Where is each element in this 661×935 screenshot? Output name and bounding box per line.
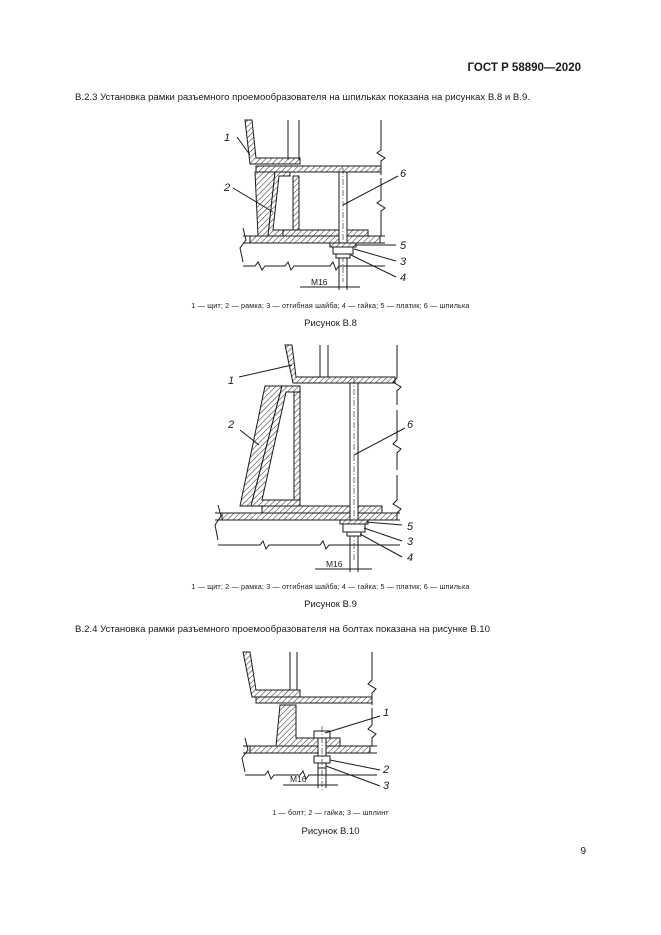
figure-b10-caption: Рисунок В.10 (301, 826, 360, 837)
b8-callout-5: 5 (400, 240, 407, 252)
figure-b10-legend: 1 — болт; 2 — гайка; 3 — шплинт (272, 808, 389, 817)
page-number: 9 (580, 846, 586, 857)
b10-deck-plate (250, 746, 370, 753)
paragraph-b-2-4: В.2.4 Установка рамки разъемного проемообразователя на болтах показана на рисунке В.10 (75, 624, 490, 635)
b10-callout-1: 1 (383, 707, 390, 719)
figure-b9-caption: Рисунок В.9 (304, 599, 357, 610)
b8-callout-1: 1 (224, 132, 231, 144)
figure-b8-legend: 1 — щит; 2 — рамка; 3 — отгибная шайба; 4 — гайка; 5 — платик; 6 — шпилька (191, 301, 470, 310)
paragraph-b-2-3: В.2.3 Установка рамки разъемного проемообразователя на шпильках показана на рисунках В.8 и В.9. (75, 92, 530, 103)
b9-callout-1: 1 (228, 375, 235, 387)
b9-callout-6: 6 (407, 419, 414, 431)
b8-callout-6: 6 (400, 168, 407, 180)
b9-callout-2: 2 (228, 419, 235, 431)
b9-callout-5: 5 (407, 521, 414, 533)
b9-dimension: М16 (326, 559, 343, 569)
figure-b8-caption: Рисунок В.8 (304, 318, 357, 329)
b10-frame (276, 705, 340, 746)
standard-number: ГОСТ Р 58890—2020 (467, 62, 581, 74)
b10-callout-3: 3 (383, 780, 390, 792)
b10-dimension: М16 (290, 774, 307, 784)
b10-shield (243, 652, 300, 697)
b8-callout-2: 2 (224, 182, 231, 194)
b8-callout-3: 3 (400, 256, 407, 268)
b8-dimension: М16 (311, 277, 328, 287)
b8-callout-4: 4 (400, 272, 407, 284)
b9-callout-3: 3 (407, 536, 414, 548)
b9-callout-4: 4 (407, 552, 414, 564)
figure-b9-legend: 1 — щит; 2 — рамка; 3 — отгибная шайба; 4 — гайка; 5 — платик; 6 — шпилька (191, 582, 470, 591)
b10-callout-2: 2 (383, 764, 390, 776)
